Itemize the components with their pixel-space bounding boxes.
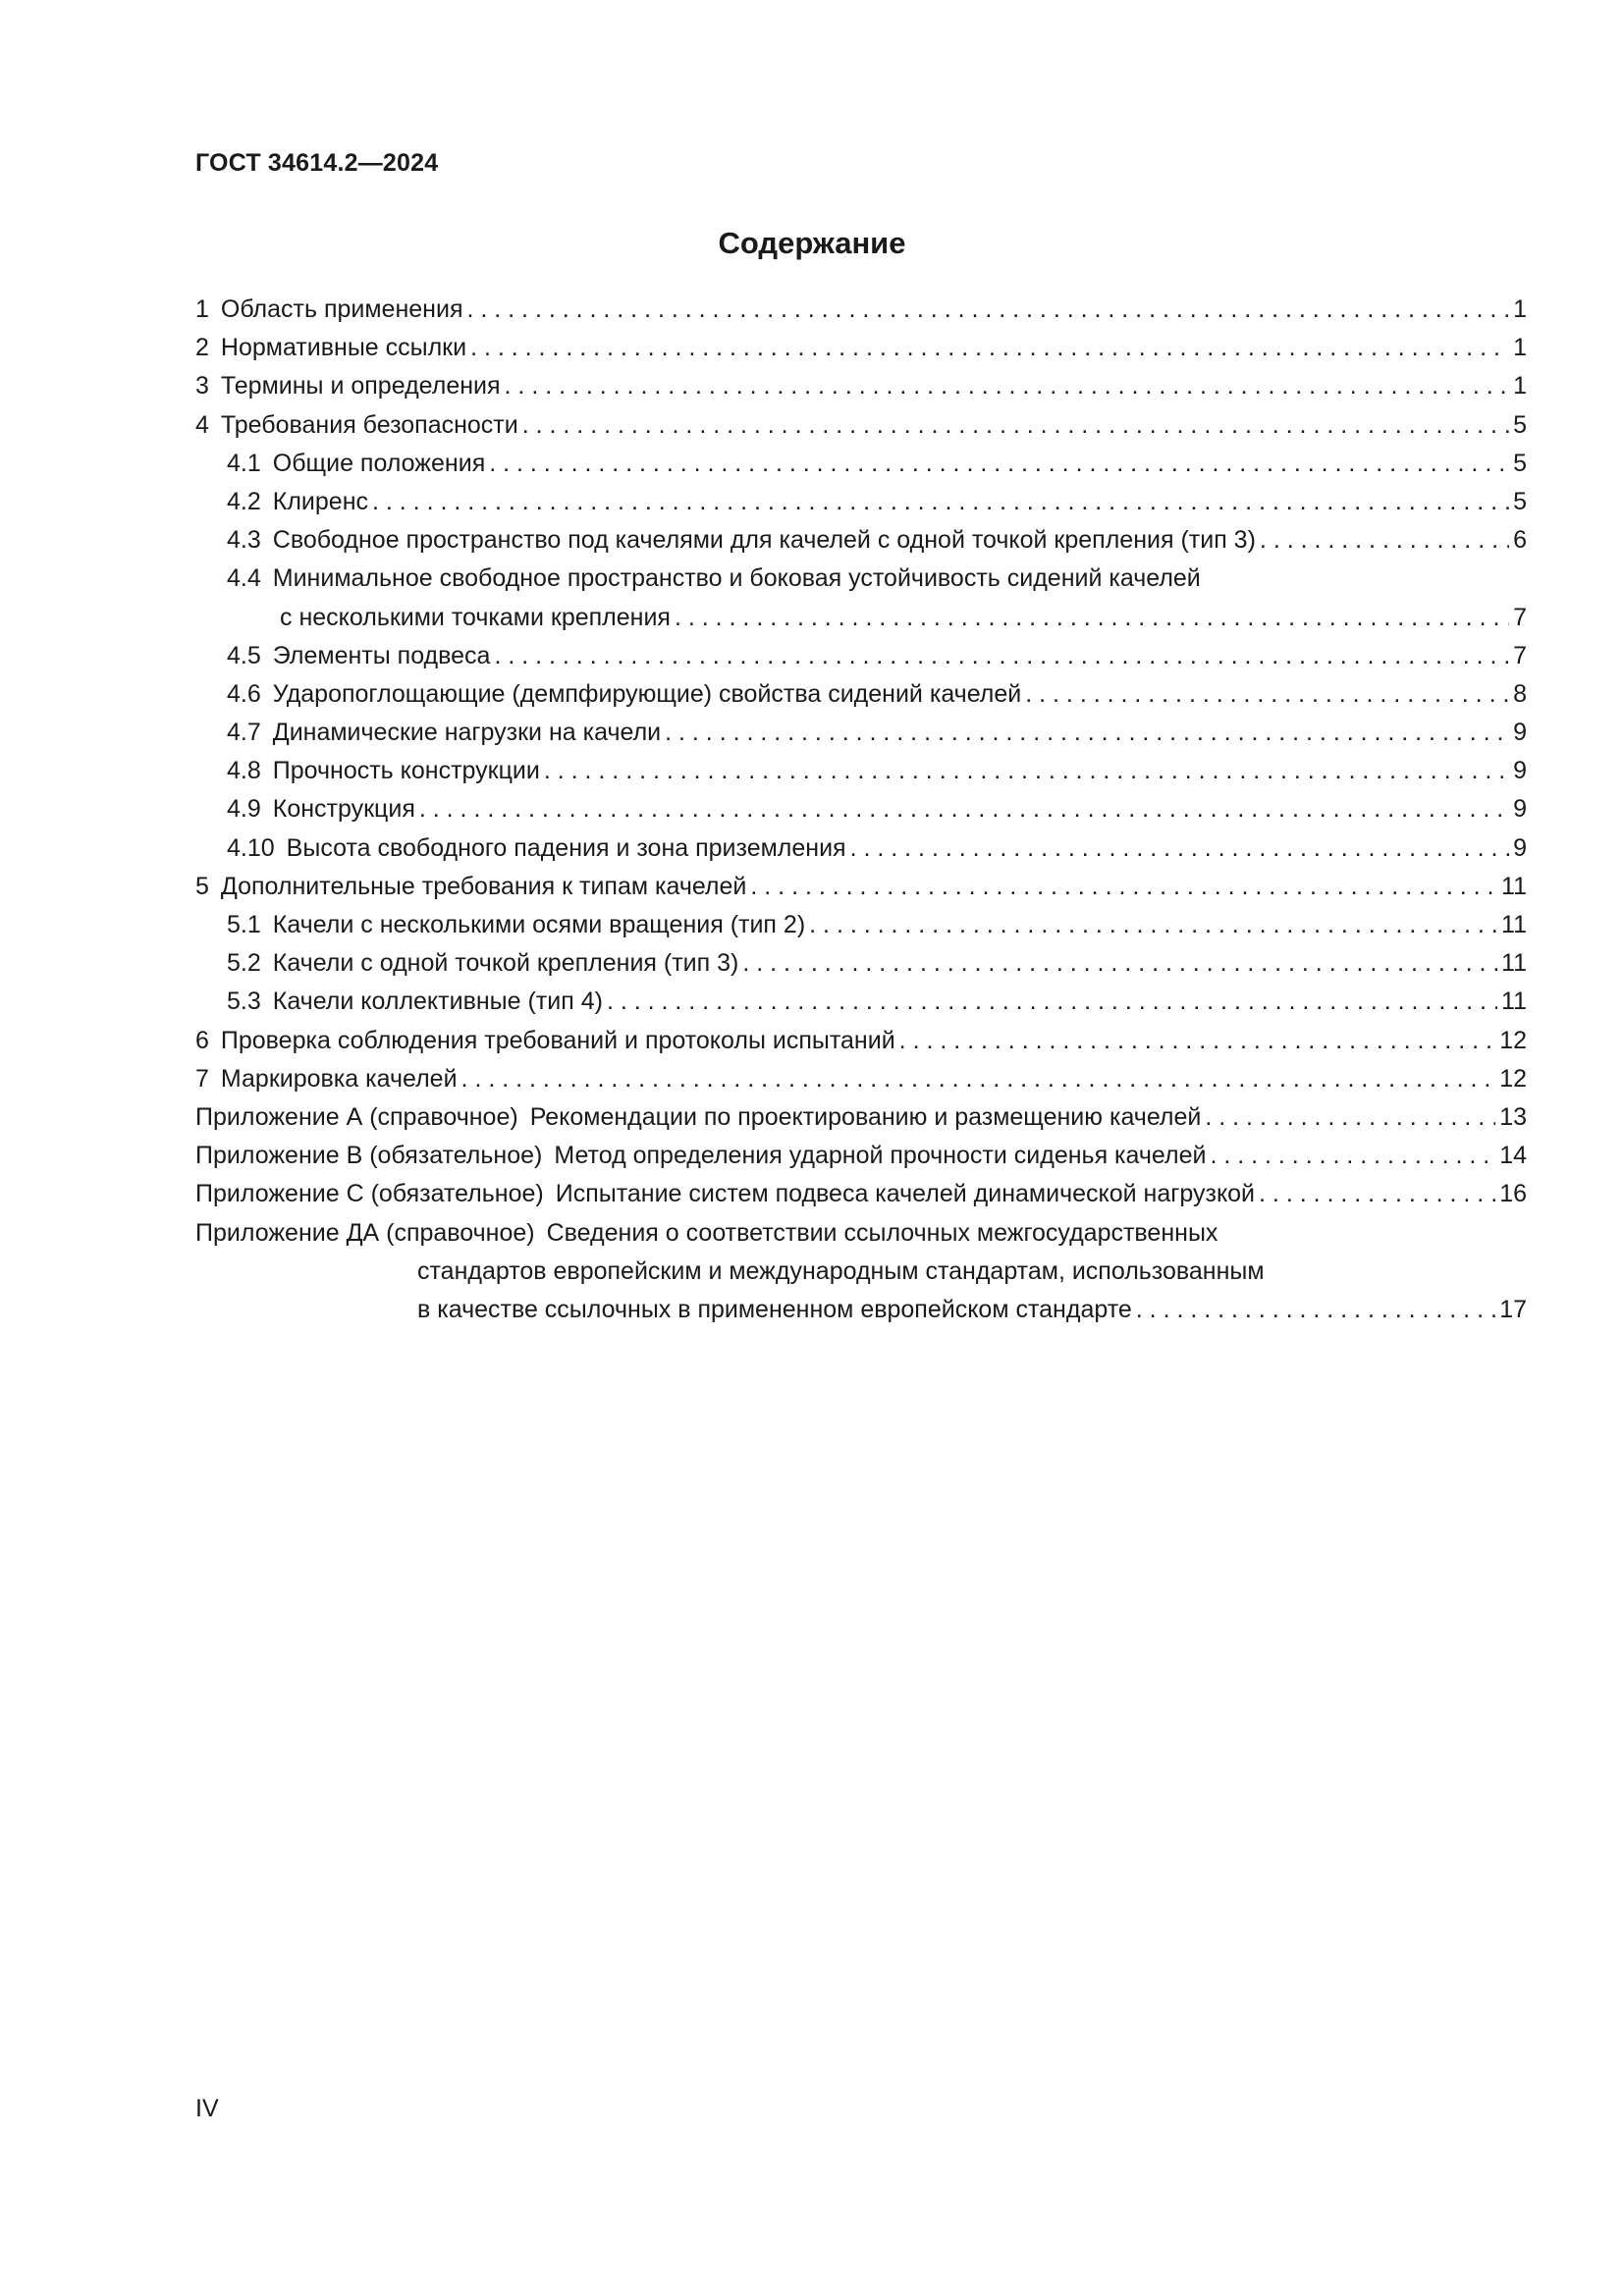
- dot-leader: [544, 752, 1509, 790]
- dot-leader: [742, 944, 1497, 983]
- toc-entry-label: Область применения: [220, 295, 463, 323]
- toc-entry-page: 5: [1513, 487, 1527, 515]
- toc-entry-number: 5.1: [227, 911, 261, 938]
- toc-entry-label: Прочность конструкции: [272, 757, 540, 785]
- page-number: IV: [195, 2095, 219, 2122]
- toc-entry-number: 1: [195, 295, 209, 323]
- toc-entry-label: Нормативные ссылки: [220, 334, 467, 362]
- toc-entry-number: 4.2: [227, 487, 261, 515]
- toc-entry-page: 9: [1513, 719, 1527, 747]
- toc-appendix-entry[interactable]: [195, 1175, 1527, 1213]
- toc-entry-page: 6: [1513, 526, 1527, 555]
- toc-appendix-designation: Приложение С (обязательное): [195, 1180, 544, 1208]
- dot-leader: [899, 1022, 1496, 1060]
- dot-leader: [419, 790, 1509, 828]
- toc-entry-label-continuation: стандартов европейским и международным стандартам, использованным: [417, 1256, 1265, 1285]
- toc-subentry[interactable]: [195, 790, 1527, 828]
- toc-entry-label: Термины и определения: [220, 372, 501, 400]
- toc-entry-number: 7: [195, 1064, 209, 1093]
- toc-entry-number: 2: [195, 334, 209, 362]
- toc-entry-label: Элементы подвеса: [272, 641, 491, 669]
- dot-leader: [750, 868, 1497, 906]
- toc-appendix-entry[interactable]: [195, 1214, 1527, 1330]
- toc-entry-number: 4.6: [227, 679, 261, 708]
- toc-entry-number: 4.9: [227, 795, 261, 824]
- dot-leader: [372, 483, 1509, 521]
- toc-entry[interactable]: [195, 367, 1527, 405]
- toc-entry-page: 11: [1501, 949, 1527, 978]
- toc-entry-label: Общие положения: [272, 449, 486, 477]
- dot-leader: [489, 445, 1509, 483]
- toc-entry-number: 4: [195, 410, 209, 439]
- toc-subentry[interactable]: [195, 560, 1527, 636]
- toc-entry-label: Испытание систем подвеса качелей динамической нагрузкой: [555, 1180, 1256, 1208]
- toc-entry-page: 13: [1499, 1102, 1527, 1131]
- dot-leader: [1259, 1175, 1495, 1213]
- dot-leader: [1260, 521, 1509, 560]
- toc-appendix-entry[interactable]: [195, 1137, 1527, 1175]
- toc-subentry[interactable]: [195, 944, 1527, 983]
- toc-appendix-designation: Приложение А (справочное): [195, 1102, 518, 1131]
- dot-leader: [461, 1060, 1496, 1098]
- toc-appendix-designation: Приложение В (обязательное): [195, 1142, 543, 1170]
- toc-heading: Содержание: [718, 226, 906, 260]
- toc-entry-page: 12: [1499, 1026, 1527, 1054]
- dot-leader: [1205, 1098, 1495, 1137]
- toc-entry-page: 1: [1513, 295, 1527, 323]
- toc-entry-page: 17: [1499, 1295, 1527, 1323]
- toc-entry[interactable]: [195, 291, 1527, 329]
- toc-entry[interactable]: [195, 1060, 1527, 1098]
- toc-subentry[interactable]: [195, 483, 1527, 521]
- toc-entry-label: Минимальное свободное пространство и боковая устойчивость сидений качелей: [272, 564, 1201, 593]
- toc-entry-label: Дополнительные требования к типам качелей: [220, 872, 747, 900]
- toc-entry-label: Клиренс: [272, 487, 368, 515]
- toc-entry-label-continuation: с несколькими точками крепления: [280, 603, 671, 631]
- toc-entry-number: 5.2: [227, 949, 261, 978]
- toc-entry-page: 7: [1513, 603, 1527, 631]
- dot-leader: [675, 599, 1509, 637]
- toc-entry-label: Рекомендации по проектированию и размещению качелей: [529, 1102, 1202, 1131]
- toc-entry-page: 5: [1513, 449, 1527, 477]
- toc-entry-label: Маркировка качелей: [220, 1064, 458, 1093]
- toc-entry-number: 4.1: [227, 449, 261, 477]
- toc-entry-number: 5.3: [227, 988, 261, 1016]
- toc-subentry[interactable]: [195, 752, 1527, 790]
- toc-entry[interactable]: [195, 868, 1527, 906]
- toc-entry[interactable]: [195, 406, 1527, 445]
- toc-entry-page: 11: [1501, 911, 1527, 938]
- toc-entry-page: 11: [1501, 872, 1527, 900]
- toc-subentry[interactable]: [195, 675, 1527, 714]
- toc-entry-number: 3: [195, 372, 209, 400]
- toc-entry-page: 7: [1513, 641, 1527, 669]
- dot-leader: [1210, 1137, 1495, 1175]
- toc-entry-label: Качели коллективные (тип 4): [272, 988, 603, 1016]
- toc-entry-number: 4.7: [227, 719, 261, 747]
- document-code: ГОСТ 34614.2—2024: [195, 149, 439, 177]
- toc-entry-label: Конструкция: [272, 795, 415, 824]
- toc-entry-page: 9: [1513, 757, 1527, 785]
- toc-subentry[interactable]: [195, 521, 1527, 560]
- table-of-contents: [195, 291, 1527, 1329]
- toc-entry-label: Метод определения ударной прочности сиденья качелей: [554, 1142, 1207, 1170]
- toc-entry-label: Высота свободного падения и зона приземления: [286, 833, 846, 862]
- toc-entry-page: 8: [1513, 679, 1527, 708]
- toc-entry-number: 4.3: [227, 526, 261, 555]
- toc-entry-number: 4.4: [227, 564, 261, 593]
- toc-entry-page: 5: [1513, 410, 1527, 439]
- toc-entry-page: 12: [1499, 1064, 1527, 1093]
- toc-entry-number: 6: [195, 1026, 209, 1054]
- toc-entry-label: Сведения о соответствии ссылочных межгосударственных: [546, 1218, 1218, 1247]
- dot-leader: [850, 829, 1510, 868]
- toc-appendix-designation: Приложение ДА (справочное): [195, 1218, 535, 1247]
- dot-leader: [607, 983, 1497, 1021]
- toc-entry-label: Свободное пространство под качелями для качелей с одной точкой крепления (тип 3): [272, 526, 1256, 555]
- toc-appendix-entry[interactable]: [195, 1098, 1527, 1137]
- toc-entry-page: 14: [1499, 1142, 1527, 1170]
- dot-leader: [505, 367, 1510, 405]
- dot-leader: [470, 329, 1509, 367]
- toc-entry-page: 9: [1513, 833, 1527, 862]
- toc-subentry[interactable]: [195, 637, 1527, 675]
- dot-leader: [665, 714, 1509, 752]
- toc-entry-number: 4.10: [227, 833, 275, 862]
- dot-leader: [1136, 1291, 1495, 1329]
- toc-entry-label: Ударопоглощающие (демпфирующие) свойства сидений качелей: [272, 679, 1022, 708]
- toc-subentry[interactable]: [195, 829, 1527, 868]
- toc-entry[interactable]: [195, 1022, 1527, 1060]
- toc-entry-label: Требования безопасности: [220, 410, 518, 439]
- toc-entry-label: Проверка соблюдения требований и протоколы испытаний: [220, 1026, 895, 1054]
- toc-entry-page: 9: [1513, 795, 1527, 824]
- toc-entry-label: Качели с одной точкой крепления (тип 3): [272, 949, 739, 978]
- dot-leader: [809, 906, 1497, 944]
- toc-subentry[interactable]: [195, 906, 1527, 944]
- dot-leader: [494, 637, 1509, 675]
- toc-entry-page: 11: [1501, 988, 1527, 1016]
- toc-subentry[interactable]: [195, 714, 1527, 752]
- toc-subentry[interactable]: [195, 445, 1527, 483]
- toc-entry-page: 16: [1499, 1180, 1527, 1208]
- toc-entry-page: 1: [1513, 334, 1527, 362]
- toc-entry-label: Динамические нагрузки на качели: [272, 719, 662, 747]
- dot-leader: [466, 291, 1509, 329]
- toc-entry-number: 5: [195, 872, 209, 900]
- toc-entry-page: 1: [1513, 372, 1527, 400]
- toc-entry-label-continuation: в качестве ссылочных в примененном европейском стандарте: [417, 1295, 1132, 1323]
- toc-entry-label: Качели с несколькими осями вращения (тип 2): [272, 911, 806, 938]
- toc-entry-number: 4.8: [227, 757, 261, 785]
- toc-entry[interactable]: [195, 329, 1527, 367]
- toc-entry-number: 4.5: [227, 641, 261, 669]
- dot-leader: [522, 406, 1509, 445]
- toc-subentry[interactable]: [195, 983, 1527, 1021]
- dot-leader: [1025, 675, 1509, 714]
